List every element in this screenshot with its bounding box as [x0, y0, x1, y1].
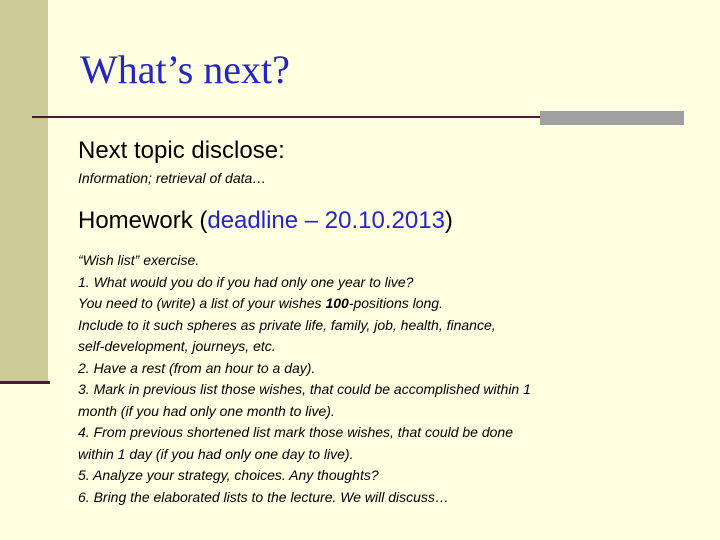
- list-line: “Wish list” exercise.: [78, 252, 200, 268]
- slide-content: [78, 136, 688, 508]
- list-line-part: You need to (write) a list of your wishes: [78, 295, 326, 311]
- homework-deadline: deadline – 20.10.2013: [207, 207, 445, 234]
- next-topic-detail: Information; retrieval of data…: [78, 170, 267, 186]
- slide-title: What’s next?: [80, 47, 290, 92]
- rule-accent-block: [540, 111, 684, 125]
- wish-count: 100: [325, 295, 349, 311]
- list-line: [78, 293, 688, 315]
- list-line: 2. Have a rest (from an hour to a day).: [78, 359, 316, 376]
- list-line: Include to it such spheres as private life, family, job, health, finance,: [78, 316, 496, 333]
- sidebar-underline: [0, 381, 50, 384]
- homework-suffix: ): [444, 207, 453, 234]
- list-line-part: -positions long.: [348, 295, 443, 311]
- list-line: 6. Bring the elaborated lists to the lecture. We will discuss…: [78, 488, 449, 505]
- homework-prefix: Homework (: [78, 207, 208, 234]
- list-line: month (if you had only one month to live).: [78, 402, 335, 419]
- list-line: self-development, journeys, etc.: [78, 338, 276, 354]
- next-topic-heading: Next topic disclose:: [78, 137, 285, 164]
- left-sidebar-band: [0, 0, 48, 383]
- list-line: 1. What would you do if you had only one year to live?: [78, 273, 414, 290]
- list-line: within 1 day (if you had only one day to live).: [78, 445, 354, 462]
- list-line: 5. Analyze your strategy, choices. Any thoughts?: [78, 467, 379, 483]
- homework-heading: [78, 206, 688, 236]
- list-line: 4. From previous shortened list mark those wishes, that could be done: [78, 424, 513, 440]
- list-line: 3. Mark in previous list those wishes, that could be accomplished within 1: [78, 381, 531, 397]
- homework-list: [78, 250, 688, 508]
